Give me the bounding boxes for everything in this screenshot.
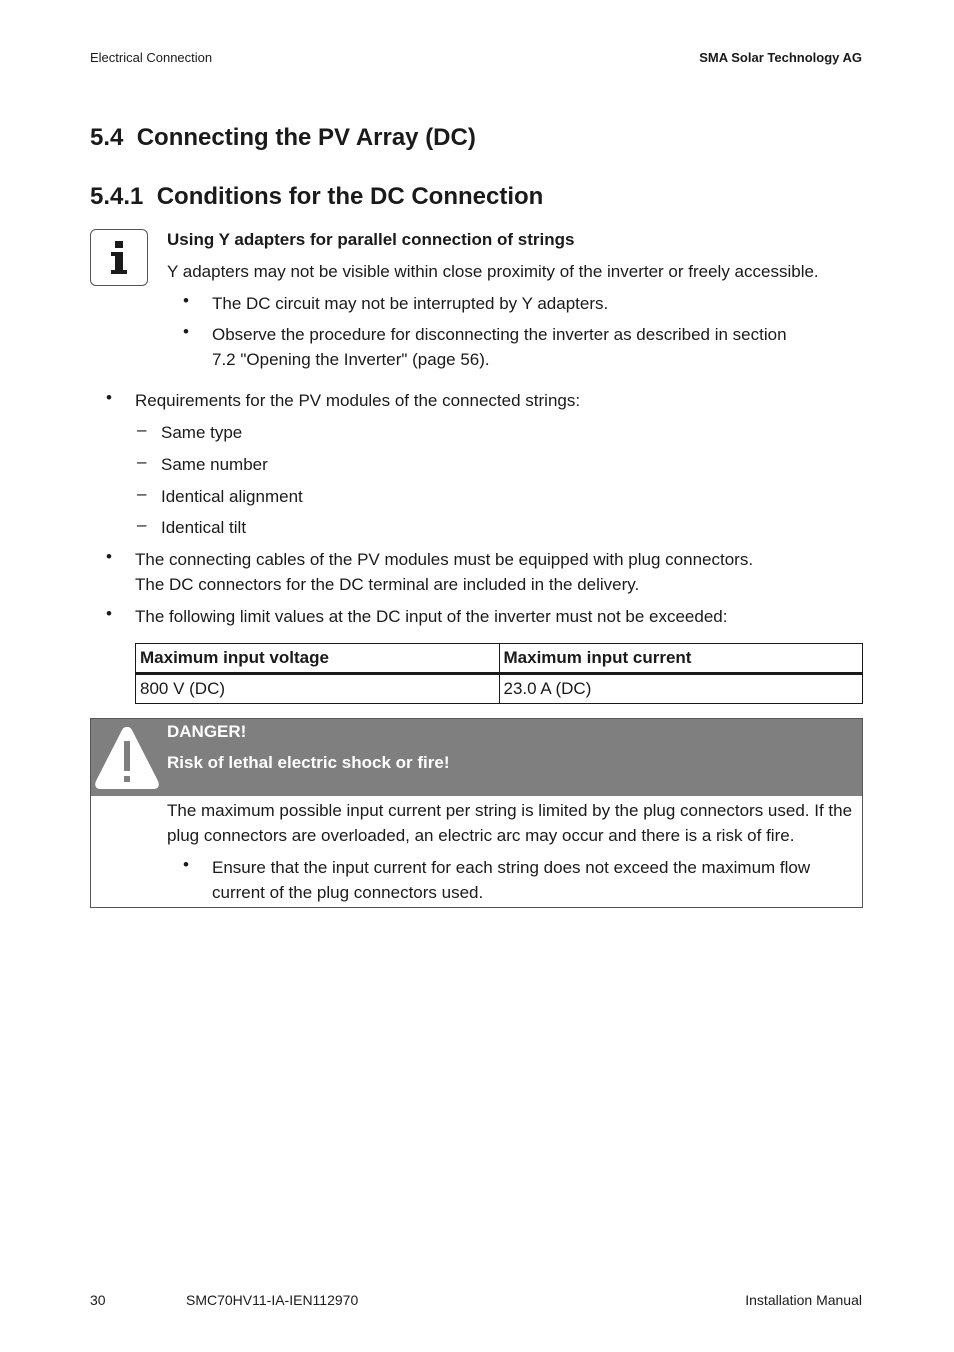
bullet-symbol: • xyxy=(106,604,112,623)
danger-text: The maximum possible input current per string is limited by the plug connectors used. If the xyxy=(167,801,853,820)
table-header-row xyxy=(136,644,863,674)
dash-symbol: – xyxy=(137,420,147,439)
document-type: Installation Manual xyxy=(745,1292,862,1308)
table-row xyxy=(136,674,863,704)
requirement-subitem: Same number xyxy=(161,455,268,474)
document-id: SMC70HV11-IA-IEN112970 xyxy=(186,1292,359,1308)
bullet-symbol: • xyxy=(106,547,112,566)
warning-icon xyxy=(91,719,163,796)
dash-symbol: – xyxy=(137,515,147,534)
info-bullet: Observe the procedure for disconnecting the inverter as described in section xyxy=(212,325,787,344)
requirement-subitem: Identical alignment xyxy=(161,487,303,506)
danger-title: Risk of lethal electric shock or fire! xyxy=(167,753,450,772)
bullet-symbol: • xyxy=(106,388,112,407)
dash-symbol: – xyxy=(137,452,147,471)
limits-intro: The following limit values at the DC input of the inverter must not be exceeded: xyxy=(135,607,728,626)
limits-table xyxy=(135,643,863,704)
danger-bullet-continuation: current of the plug connectors used. xyxy=(212,883,484,902)
running-header-section: Electrical Connection xyxy=(90,50,213,65)
running-header-company: SMA Solar Technology AG xyxy=(699,50,862,65)
info-text: Y adapters may not be visible within close proximity of the inverter or freely accessible. xyxy=(167,262,819,281)
page-number: 30 xyxy=(90,1292,106,1308)
bullet-symbol: • xyxy=(183,291,189,310)
info-title: Using Y adapters for parallel connection of strings xyxy=(167,230,575,249)
danger-text-continuation: plug connectors are overloaded, an electric arc may occur and there is a risk of fire. xyxy=(167,826,795,845)
info-icon xyxy=(90,229,148,286)
bullet-symbol: • xyxy=(183,855,189,874)
bullet-symbol: • xyxy=(183,322,189,341)
info-bullet-continuation: 7.2 "Opening the Inverter" (page 56). xyxy=(212,350,490,369)
section-heading: 5.4 Connecting the PV Array (DC) xyxy=(90,124,476,151)
danger-label: DANGER! xyxy=(167,722,247,741)
cables-requirement: The connecting cables of the PV modules must be equipped with plug connectors. xyxy=(135,550,754,569)
danger-bullet: Ensure that the input current for each string does not exceed the maximum flow xyxy=(212,858,811,877)
info-bullet: The DC circuit may not be interrupted by Y adapters. xyxy=(212,294,609,313)
table-header-cell: Maximum input voltage xyxy=(136,644,500,674)
table-cell: 23.0 A (DC) xyxy=(499,674,863,704)
table-header-cell: Maximum input current xyxy=(499,644,863,674)
requirements-intro: Requirements for the PV modules of the connected strings: xyxy=(135,391,581,410)
table-cell: 800 V (DC) xyxy=(136,674,500,704)
dash-symbol: – xyxy=(137,484,147,503)
requirement-subitem: Identical tilt xyxy=(161,518,247,537)
requirement-subitem: Same type xyxy=(161,423,243,442)
subsection-heading: 5.4.1 Conditions for the DC Connection xyxy=(90,183,544,210)
cables-requirement-continuation: The DC connectors for the DC terminal are included in the delivery. xyxy=(135,575,640,594)
